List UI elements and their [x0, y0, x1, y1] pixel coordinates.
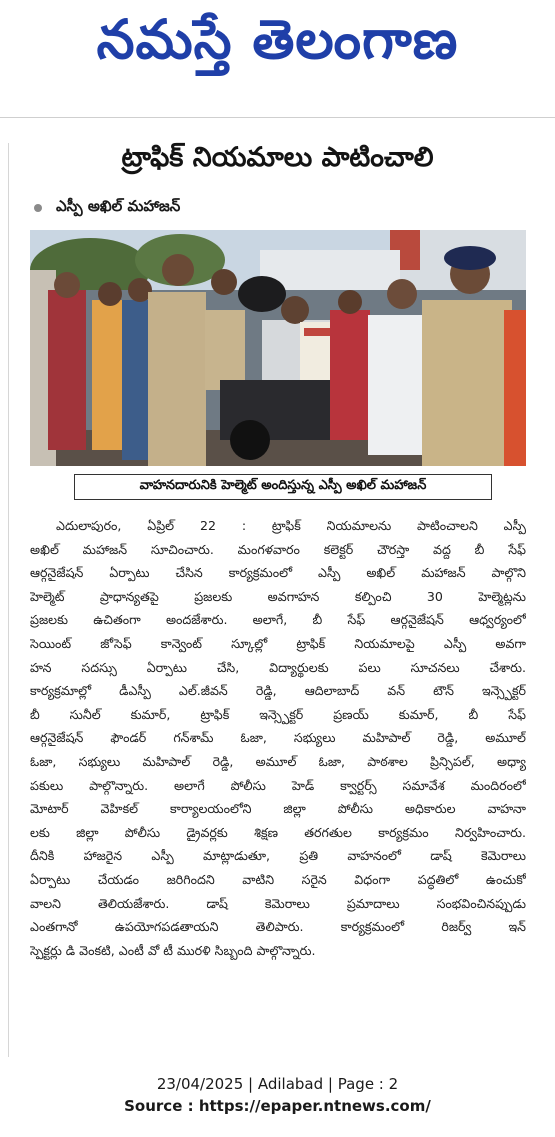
article-line: ఆర్గనైజేషన్ ఏర్పాటు చేసిన కార్యక్రమంలో ఎస్పీ అఖిల్ మహాజన్ పాల్గొని — [30, 565, 526, 581]
newspaper-logo: నమస్తే తెలంగాణ — [96, 8, 459, 71]
article-line: సెయింట్ జోసెఫ్ కాన్వెంట్ స్కూల్లో ట్రాఫిక్ నియమాలపై ఎస్పీ అవగా — [30, 635, 526, 651]
source-link[interactable]: Source : https://epaper.ntnews.com/ — [124, 1097, 431, 1115]
news-photo — [30, 230, 526, 466]
article-byline — [34, 198, 180, 218]
article-line: అఖిల్ మహాజన్ సూచించారు. మంగళవారం కలెక్టర్ చౌరస్తా వద్ద బీ సేఫ్ — [30, 541, 526, 557]
article-line: లకు జిల్లా పోలీసు డ్రైవర్లకు శిక్షణ తరగతుల కార్యక్రమం నిర్వహించారు. — [30, 824, 526, 840]
article-body — [30, 514, 526, 1044]
article-line: కార్యక్రమాల్లో డీఎస్పీ ఎల్.జీవన్ రెడ్డి, ఆదిలాబాద్ వన్ టౌన్ ఇన్స్పెక్టర్ — [30, 683, 526, 699]
article-line: హన సదస్సు ఏర్పాటు చేసి, విద్యార్థులకు పలు సూచనలు చేశారు. — [30, 659, 526, 675]
byline-text: ఎస్పీ అఖిల్ మహాజన్ — [56, 197, 181, 215]
bullet-icon — [34, 204, 42, 212]
photo-caption: వాహనదారునికి హెల్మెట్ అందిస్తున్న ఎస్పీ అఖిల్ మహాజన్ — [74, 474, 492, 500]
article-line: ప్రజలకు ఉచితంగా అందజేశారు. అలాగే, బీ సేఫ్ ఆర్గనైజేషన్ ఆధ్వర్యంలో — [30, 612, 526, 628]
article-line: బీ సునీల్ కుమార్, ట్రాఫిక్ ఇన్స్పెక్టర్ ప్రణయ్ కుమార్, బీ సేఫ్ — [30, 706, 526, 722]
article-line: దీనికి హాజరైన ఎస్పీ మాట్లాడుతూ, ప్రతి వాహనంలో డాష్ కెమెరాలు — [30, 848, 526, 864]
article-line: మోటార్ వెహికల్ కార్యాలయంలోని జిల్లా పోలీసు అధికారుల వాహనా — [30, 801, 526, 817]
article-headline: ట్రాఫిక్ నియమాలు పాటించాలి — [121, 142, 434, 173]
article-line: ఎంతగానో ఉపయోగపడతాయని తెలిపారు. కార్యక్రమంలో రిజర్వ్ ఇన్ — [30, 919, 526, 935]
masthead-divider — [0, 117, 555, 118]
edition-info: 23/04/2025 | Adilabad | Page : 2 — [156, 1075, 399, 1093]
article-line: స్పెక్టర్లు డి వెంకటి, ఎంటీ వో టీ మురళి సిబ్బంది పాల్గొన్నారు. — [30, 942, 316, 958]
article-line: ఎదులాపురం, ఏప్రిల్ 22 : ట్రాఫిక్ నియమాలను పాటించాలని ఎస్పీ — [56, 518, 526, 533]
article-line: పకులు పాల్గొన్నారు. అలాగే పోలీసు హెడ్ క్వార్టర్స్ సమావేశ మందిరంలో — [30, 777, 526, 793]
page-footer — [0, 1073, 555, 1117]
article-line: ఆర్గనైజేషన్ ఫౌండర్ గన్‌శామ్ ఓజా, సభ్యులు మహిపాల్ రెడ్డి, అమూల్ — [30, 730, 526, 746]
article-line: ఓజా, సభ్యులు మహిపాల్ రెడ్డి, అమూల్ ఓజా, పాఠశాల ప్రిన్సిపల్, అధ్యా — [30, 753, 526, 769]
masthead — [0, 0, 555, 80]
article-line: హెల్మెట్ ప్రాధాన్యతపై ప్రజలకు అవగాహన కల్పించి 30 హెల్మెట్లను — [30, 588, 526, 604]
article-line: వాలని తెలియజేశారు. డాష్ కెమెరాలు ప్రమాదాలు సంభవించినప్పుడు — [30, 895, 526, 911]
column-rule — [8, 143, 9, 1057]
article-line: ఏర్పాటు చేయడం జరిగిందని వాటిని సరైన విధంగా పద్ధతిలో ఉంచుకో — [30, 871, 526, 887]
